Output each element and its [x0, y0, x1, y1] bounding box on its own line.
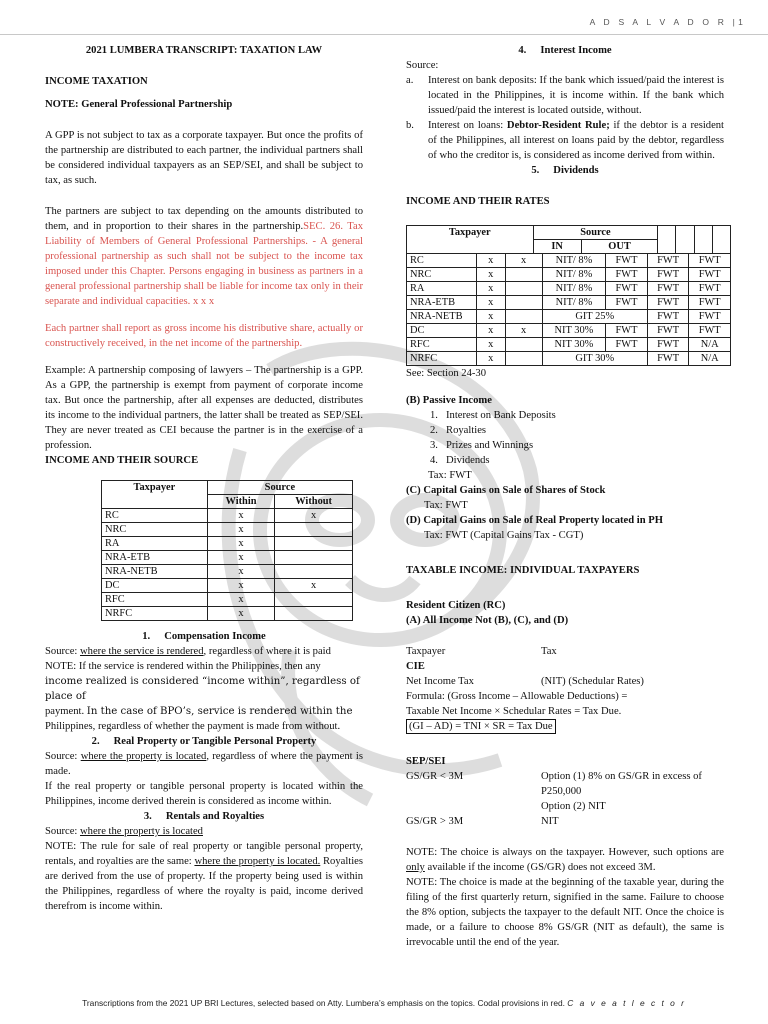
realprop-title: Real Property or Tangible Personal Property [113, 736, 317, 747]
table-row [102, 537, 353, 551]
th-within: Within [207, 495, 275, 509]
comp-src-rest: , regardless of where it is paid [203, 646, 331, 657]
rates-blank-c [694, 226, 712, 254]
table-row [102, 551, 353, 565]
formula-line-1: Formula: (Gross Income – Allowable Deductions) = [406, 691, 628, 702]
rentals-heading [45, 809, 363, 824]
gsgr-gt-3m: GS/GR > 3M [406, 816, 464, 827]
within-cell: x [207, 523, 275, 537]
rentals-note-rule: where the property is located. [194, 856, 321, 867]
income-rates-table [406, 225, 731, 254]
dividends-title: Dividends [553, 165, 599, 176]
realprop-heading [45, 734, 363, 749]
within-cell: x [207, 593, 275, 607]
b-cell: FWT [606, 324, 648, 338]
interest-heading [406, 43, 724, 58]
income-source-heading: INCOME AND THEIR SOURCE [45, 455, 199, 466]
rates-table-header-row [407, 226, 731, 240]
in-cell: x [477, 268, 505, 282]
d-cell: FWT [689, 268, 731, 282]
in-cell: x [477, 324, 505, 338]
cie-label: CIE [406, 661, 425, 672]
realprop-source [45, 749, 363, 779]
out-cell: x [505, 254, 542, 268]
in-cell: x [477, 338, 505, 352]
item-b-rest: if the debtor is a resident of the Philippines, all interest on loans paid by the debtor, regardless of who the creditor is, is considered as income derived from within. [428, 120, 725, 161]
comp-income-heading [45, 629, 363, 644]
without-cell: x [275, 509, 353, 523]
a-cell: NIT 30% [542, 324, 605, 338]
realprop-text: If the real property or tangible personal property is located within the Philippines, income derived therein is considered as income within. [45, 781, 363, 807]
c-cell: FWT [647, 296, 689, 310]
item-a-text: Interest on bank deposits: If the bank which issued/paid the interest is located in the Philippines, it is income within. If the bank which issued/paid the interest is located outside, without. [428, 75, 724, 116]
in-cell: x [477, 352, 505, 366]
a-cell: NIT/ 8% [542, 282, 605, 296]
dividends-num: 5. [531, 165, 540, 176]
taxpayer-tax-row [406, 644, 724, 659]
list-item [430, 453, 724, 468]
rates-blank-a [658, 226, 676, 254]
realprop-src-label: Source: [45, 751, 81, 762]
a-cell: NIT/ 8% [542, 254, 605, 268]
footer-text: Transcriptions from the 2021 UP BRI Lectures, selected based on Atty. Lumbera’s emphasis on the topics. Codal provisions in red. [82, 998, 565, 1008]
note-a-pre: NOTE: The choice is always on the taxpayer. However, such options are [406, 847, 724, 858]
rentals-src-label: Source: [45, 826, 81, 837]
rates-table-body [407, 254, 731, 366]
taxpayer-cell: NRC [102, 523, 208, 537]
d-cell: N/A [689, 338, 731, 352]
rc-subheading: (A) All Income Not (B), (C), and (D) [406, 615, 569, 626]
table-row [102, 509, 353, 523]
comp-source [45, 644, 363, 659]
c-cell: FWT [647, 268, 689, 282]
comp-num: 1. [142, 631, 151, 642]
formula-box: (GI – AD) = TNI × SR = Tax Due [406, 719, 556, 734]
cg-real-title: (D) Capital Gains on Sale of Real Property located in PH [406, 515, 663, 526]
d-cell: FWT [689, 296, 731, 310]
c-cell: FWT [647, 324, 689, 338]
gpp-paragraph: A GPP is not subject to tax as a corporate taxpayer. But once the profits of the partnership are distributed to each partner, the individual partners shall be considered individual taxpayers as an SEP/SEI, and shall be subject to tax, as such. [45, 130, 363, 186]
d-cell: FWT [689, 310, 731, 324]
list-item-number: 2. [430, 425, 438, 436]
comp-note-payment [45, 704, 363, 719]
interest-title: Interest Income [540, 45, 612, 56]
out-cell [505, 282, 542, 296]
th-rates-taxpayer: Taxpayer [407, 226, 534, 254]
cg-shares-tax: Tax: FWT [424, 500, 468, 511]
out-cell [505, 310, 542, 324]
taxpayer-cell: RFC [407, 338, 477, 352]
rentals-title: Rentals and Royalties [165, 811, 265, 822]
section-title: INCOME TAXATION [45, 76, 148, 87]
out-cell [505, 296, 542, 310]
within-cell: x [207, 537, 275, 551]
partners-text: The partners are subject to tax depending on the amounts distributed to them, and in proportion to their shares in the partnership. [45, 206, 363, 232]
within-cell: x [207, 579, 275, 593]
interest-source-list [406, 73, 724, 163]
option-gt-3m-row [406, 814, 724, 829]
passive-income-list [406, 408, 724, 468]
option-2-row [406, 799, 724, 814]
nit-label: Net Income Tax [406, 676, 474, 687]
taxpayer-cell: NRFC [407, 352, 477, 366]
comp-note-2: Philippines, regardless of whether the payment is made from without. [45, 721, 341, 732]
nit-row [406, 674, 724, 689]
interest-num: 4. [518, 45, 527, 56]
taxpayer-cell: RC [102, 509, 208, 523]
in-cell: x [477, 282, 505, 296]
within-cell: x [207, 565, 275, 579]
page-header: A D S A L V A D O R |1 [589, 17, 746, 27]
th-without: Without [275, 495, 353, 509]
list-item-number: 3. [430, 440, 438, 451]
out-cell [505, 338, 542, 352]
list-item [430, 408, 724, 423]
c-cell: FWT [647, 254, 689, 268]
comp-src-rule: where the service is rendered [80, 646, 204, 657]
table-row [407, 310, 731, 324]
comp-note-1: NOTE: If the service is rendered within the Philippines, then any [45, 661, 321, 672]
footer-signature: C a v e a t l e c t o r [567, 998, 686, 1008]
a-cell: NIT 30% [542, 338, 605, 352]
in-cell: x [477, 296, 505, 310]
list-item-number: 1. [430, 410, 438, 421]
taxpayer-cell: NRC [407, 268, 477, 282]
list-item [430, 438, 724, 453]
passive-tax: Tax: FWT [428, 470, 472, 481]
left-column [45, 43, 363, 914]
tax-label: Tax [541, 646, 557, 657]
source-table-header-row [102, 481, 353, 495]
rentals-note [45, 839, 363, 914]
gsgr-lt-3m: GS/GR < 3M [406, 771, 464, 782]
list-item [430, 423, 724, 438]
without-cell [275, 551, 353, 565]
income-rates-table-body [406, 253, 731, 366]
taxpayer-cell: DC [102, 579, 208, 593]
interest-item-b [406, 118, 724, 163]
b-cell: FWT [606, 338, 648, 352]
comp-src-label: Source: [45, 646, 81, 657]
b-cell: FWT [606, 268, 648, 282]
list-item-text: Prizes and Winnings [446, 440, 534, 451]
table-row [102, 607, 353, 621]
comp-note-script-2: In the case of BPO’s, service is rendered within the [86, 706, 353, 717]
header-page-number: 1 [738, 17, 746, 27]
table-row [407, 338, 731, 352]
th-source: Source [207, 481, 352, 495]
a-cell: NIT/ 8% [542, 296, 605, 310]
option-2: Option (2) NIT [541, 801, 606, 812]
table-row [407, 282, 731, 296]
rc-heading: Resident Citizen (RC) [406, 600, 506, 611]
income-rates-heading: INCOME AND THEIR RATES [406, 196, 550, 207]
rates-blank-b [676, 226, 694, 254]
table-row [407, 352, 731, 366]
see-section-note: See: Section 24-30 [406, 368, 487, 379]
out-cell [505, 352, 542, 366]
within-cell: x [207, 509, 275, 523]
without-cell [275, 537, 353, 551]
taxpayer-cell: NRA-ETB [407, 296, 477, 310]
nit-over-3m: NIT [541, 816, 559, 827]
rentals-num: 3. [143, 811, 152, 822]
note-a-only: only [406, 862, 425, 873]
page-footer [0, 996, 768, 1011]
realprop-src-rule: where the property is located [80, 751, 207, 762]
b-cell: FWT [606, 282, 648, 296]
dividends-heading [406, 163, 724, 178]
d-cell: N/A [689, 352, 731, 366]
taxpayer-cell: NRA-ETB [102, 551, 208, 565]
c-cell: FWT [647, 352, 689, 366]
document-title: 2021 LUMBERA TRANSCRIPT: TAXATION LAW [85, 45, 323, 56]
b-cell: FWT [606, 296, 648, 310]
th-out: OUT [581, 240, 658, 254]
taxable-income-heading: TAXABLE INCOME: INDIVIDUAL TAXPAYERS [406, 565, 640, 576]
item-b-pre: Interest on loans: [428, 120, 507, 131]
th-in: IN [533, 240, 581, 254]
table-row [102, 523, 353, 537]
list-item-text: Interest on Bank Deposits [446, 410, 556, 421]
cg-shares-title: (C) Capital Gains on Sale of Shares of Stock [406, 485, 606, 496]
interest-source-label: Source: [406, 60, 439, 71]
b-cell: FWT [606, 254, 648, 268]
sep-sei-heading: SEP/SEI [406, 756, 446, 767]
th-rates-source: Source [533, 226, 658, 240]
list-item-text: Royalties [446, 425, 487, 436]
interest-item-a [406, 73, 724, 118]
header-author: A D S A L V A D O R [589, 17, 728, 27]
partners-paragraph [45, 204, 363, 309]
nit-value: (NIT) (Schedular Rates) [541, 676, 644, 687]
realprop-src-rest: , regardless of where the payment is made. [45, 751, 363, 777]
choice-note-2: NOTE: The choice is made at the beginning of the taxable year, during the filing of the first quarterly return, signified in the same. Failure to choose the 8% option, subjects the taxpayer to the default NIT. Once the choice is made, or a failure to choose 8% GS/GR (NIT as default), the same is irrevocable until the end of the year. [406, 877, 724, 948]
note-a-post: available if the income (GS/GR) does not exceed 3M. [424, 862, 656, 873]
without-cell: x [275, 579, 353, 593]
comp-payment-word: payment. [45, 706, 85, 717]
c-cell: FWT [647, 338, 689, 352]
comp-title: Compensation Income [164, 631, 266, 642]
th-taxpayer: Taxpayer [102, 481, 208, 509]
table-row [407, 268, 731, 282]
d-cell: FWT [689, 254, 731, 268]
right-column [406, 43, 724, 950]
without-cell [275, 565, 353, 579]
taxpayer-cell: RC [407, 254, 477, 268]
taxpayer-cell: NRA-NETB [407, 310, 477, 324]
choice-note-1 [406, 845, 724, 875]
without-cell [275, 607, 353, 621]
a-cell: NIT/ 8% [542, 268, 605, 282]
sec26-codal: SEC. 26. Tax Liability of Members of General Professional Partnerships. - A general professional partnership as such shall not be subject to the income tax imposed under this Chapter. Persons engaging in business as partners in a general professional partnership shall be liable for income tax only in their separate and individual capacities. x x x [45, 221, 364, 307]
cg-real-tax: Tax: FWT (Capital Gains Tax - CGT) [424, 530, 584, 541]
out-cell [505, 268, 542, 282]
example-paragraph: Example: A partnership composing of lawyers – The partnership is a GPP. As a GPP, the partnership is exempt from payment of corporate income tax. But once the partnership, after all expenses are deducted, distributes its income to the individual partners, the latter shall be treated as SEP/SEI. They are never treated as CEI because the partner is in the exercise of a profession. [45, 365, 363, 451]
in-cell: x [477, 254, 505, 268]
ab-cell: GIT 25% [542, 310, 647, 324]
income-source-table [101, 480, 353, 621]
d-cell: FWT [689, 282, 731, 296]
comp-note-script-1: income realized is considered “income within”, regardless of place of [45, 676, 360, 702]
d-cell: FWT [689, 324, 731, 338]
within-cell: x [207, 551, 275, 565]
item-a-label: a. [406, 75, 414, 86]
taxpayer-cell: RA [407, 282, 477, 296]
option-1: Option (1) 8% on GS/GR in excess of P250,000 [541, 771, 702, 797]
taxpayer-cell: RA [102, 537, 208, 551]
taxpayer-cell: DC [407, 324, 477, 338]
list-item-number: 4. [430, 455, 438, 466]
taxpayer-cell: NRA-NETB [102, 565, 208, 579]
formula-line-2: Taxable Net Income × Schedular Rates = Tax Due. [406, 706, 622, 717]
debtor-resident-rule: Debtor-Resident Rule; [506, 120, 610, 131]
item-b-label: b. [406, 120, 414, 131]
rates-blank-d [712, 226, 730, 254]
rentals-note-a: NOTE: The rule for sale of real property or tangible personal property, rentals, and royalties are the same: [45, 841, 363, 867]
rentals-src-rule: where the property is located [80, 826, 203, 837]
out-cell: x [505, 324, 542, 338]
rentals-note-b: Royalties are derived from the use of property. If the property being used is within the Philippines, regardless of where the royalty is paid, income derived therefrom is income within. [45, 856, 363, 912]
option-lt-3m-row [406, 769, 724, 799]
table-row [102, 565, 353, 579]
passive-income-title: (B) Passive Income [406, 395, 492, 406]
table-row [102, 579, 353, 593]
gpp-note-title: NOTE: General Professional Partnership [45, 99, 233, 110]
header-divider [0, 34, 768, 35]
c-cell: FWT [647, 310, 689, 324]
list-item-text: Dividends [446, 455, 490, 466]
in-cell: x [477, 310, 505, 324]
ab-cell: GIT 30% [542, 352, 647, 366]
taxpayer-label: Taxpayer [406, 646, 446, 657]
table-row [407, 296, 731, 310]
table-row [407, 324, 731, 338]
without-cell [275, 593, 353, 607]
source-table-body [102, 509, 353, 621]
rentals-source [45, 824, 363, 839]
c-cell: FWT [647, 282, 689, 296]
without-cell [275, 523, 353, 537]
taxpayer-cell: RFC [102, 593, 208, 607]
within-cell: x [207, 607, 275, 621]
table-row [407, 254, 731, 268]
taxpayer-cell: NRFC [102, 607, 208, 621]
distributive-share-codal: Each partner shall report as gross income his distributive share, actually or constructively received, in the net income of the partnership. [45, 323, 363, 349]
realprop-num: 2. [91, 736, 100, 747]
table-row [102, 593, 353, 607]
